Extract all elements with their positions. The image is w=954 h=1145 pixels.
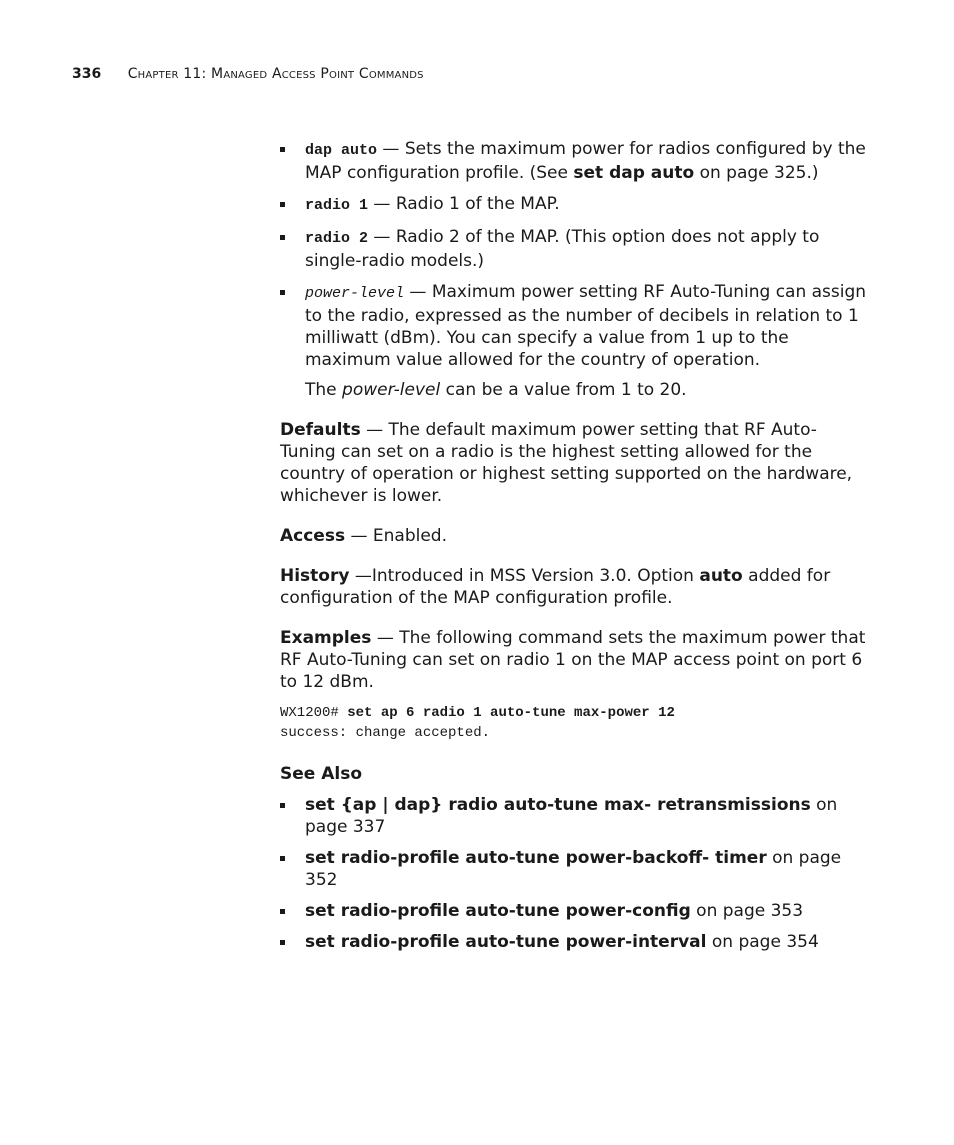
- code-example: [280, 703, 870, 743]
- list-item: [280, 193, 870, 217]
- bullet-marker: [280, 856, 285, 861]
- parameter-code: radio 1: [305, 197, 369, 214]
- page-header: [72, 66, 424, 82]
- page-content: [280, 138, 870, 962]
- note-text: can be a value from 1 to 20.: [440, 380, 687, 400]
- cross-reference: set {ap | dap} radio auto-tune max- retransmissions: [305, 795, 811, 815]
- list-item: [280, 226, 870, 272]
- list-item: [280, 794, 870, 838]
- list-item: [280, 138, 870, 184]
- parameter-list: [280, 138, 870, 371]
- bullet-marker: [280, 202, 285, 207]
- section-label: History: [280, 566, 350, 586]
- section-label: Examples: [280, 628, 372, 648]
- parameter-code: radio 2: [305, 230, 369, 247]
- list-item: [280, 281, 870, 371]
- bullet-marker: [280, 235, 285, 240]
- cross-reference: set radio-profile auto-tune power-config: [305, 901, 691, 921]
- cross-reference: set radio-profile auto-tune power-backoff- timer: [305, 848, 767, 868]
- chapter-title: Chapter 11: Managed Access Point Commands: [127, 66, 424, 82]
- section-text: added for configuration of the MAP configuration profile.: [280, 566, 831, 608]
- cross-reference: set radio-profile auto-tune power-interval: [305, 932, 707, 952]
- cli-command: set ap 6 radio 1 auto-tune max-power 12: [347, 705, 675, 721]
- defaults-section: [280, 419, 870, 507]
- see-also-heading: See Also: [280, 764, 363, 784]
- access-section: [280, 525, 870, 547]
- page-number: 336: [72, 66, 102, 82]
- page-reference: on page 325.): [694, 163, 819, 183]
- cross-reference: set dap auto: [573, 163, 695, 183]
- page-reference: on page 337: [305, 795, 838, 837]
- section-text: — The default maximum power setting that RF Auto-Tuning can set on a radio is the highest setting allowed for the country of operation or highest setting supported on the hardware, whichever is lower.: [280, 420, 853, 506]
- parameter-description: — Radio 2 of the MAP. (This option does not apply to single-radio models.): [305, 227, 820, 271]
- see-also-list: [280, 794, 870, 953]
- see-also-section: [280, 763, 870, 953]
- cli-output: success: change accepted.: [280, 725, 491, 741]
- examples-section: [280, 627, 870, 693]
- page-reference: on page 352: [305, 848, 842, 890]
- parameter-code: power-level: [305, 285, 405, 302]
- section-text: — The following command sets the maximum power that RF Auto-Tuning can set on radio 1 on the MAP access point on port 6 to 12 dBm.: [280, 628, 866, 692]
- parameter-description: — Maximum power setting RF Auto-Tuning can assign to the radio, expressed as the number of decibels in relation to 1 milliwatt (dBm). You can specify a value from 1 up to the maximum value allowed for the country of operation.: [305, 282, 867, 370]
- power-level-note: [280, 379, 870, 401]
- parameter-description: — Sets the maximum power for radios configured by the MAP configuration profile. (See: [305, 139, 866, 183]
- bullet-marker: [280, 290, 285, 295]
- note-term: power-level: [342, 380, 441, 400]
- list-item: [280, 847, 870, 891]
- list-item: [280, 931, 870, 953]
- cli-prompt: WX1200#: [280, 705, 348, 721]
- history-section: [280, 565, 870, 609]
- page-reference: on page 354: [706, 932, 819, 952]
- bullet-marker: [280, 147, 285, 152]
- bullet-marker: [280, 940, 285, 945]
- bullet-marker: [280, 909, 285, 914]
- list-item: [280, 900, 870, 922]
- note-text: The: [305, 380, 343, 400]
- parameter-code: dap auto: [305, 142, 378, 159]
- option-name: auto: [699, 566, 743, 586]
- section-label: Defaults: [280, 420, 361, 440]
- section-text: —Introduced in MSS Version 3.0. Option: [349, 566, 700, 586]
- page-reference: on page 353: [690, 901, 804, 921]
- section-label: Access: [280, 526, 346, 546]
- section-text: — Enabled.: [345, 526, 447, 546]
- parameter-description: — Radio 1 of the MAP.: [368, 194, 560, 214]
- bullet-marker: [280, 803, 285, 808]
